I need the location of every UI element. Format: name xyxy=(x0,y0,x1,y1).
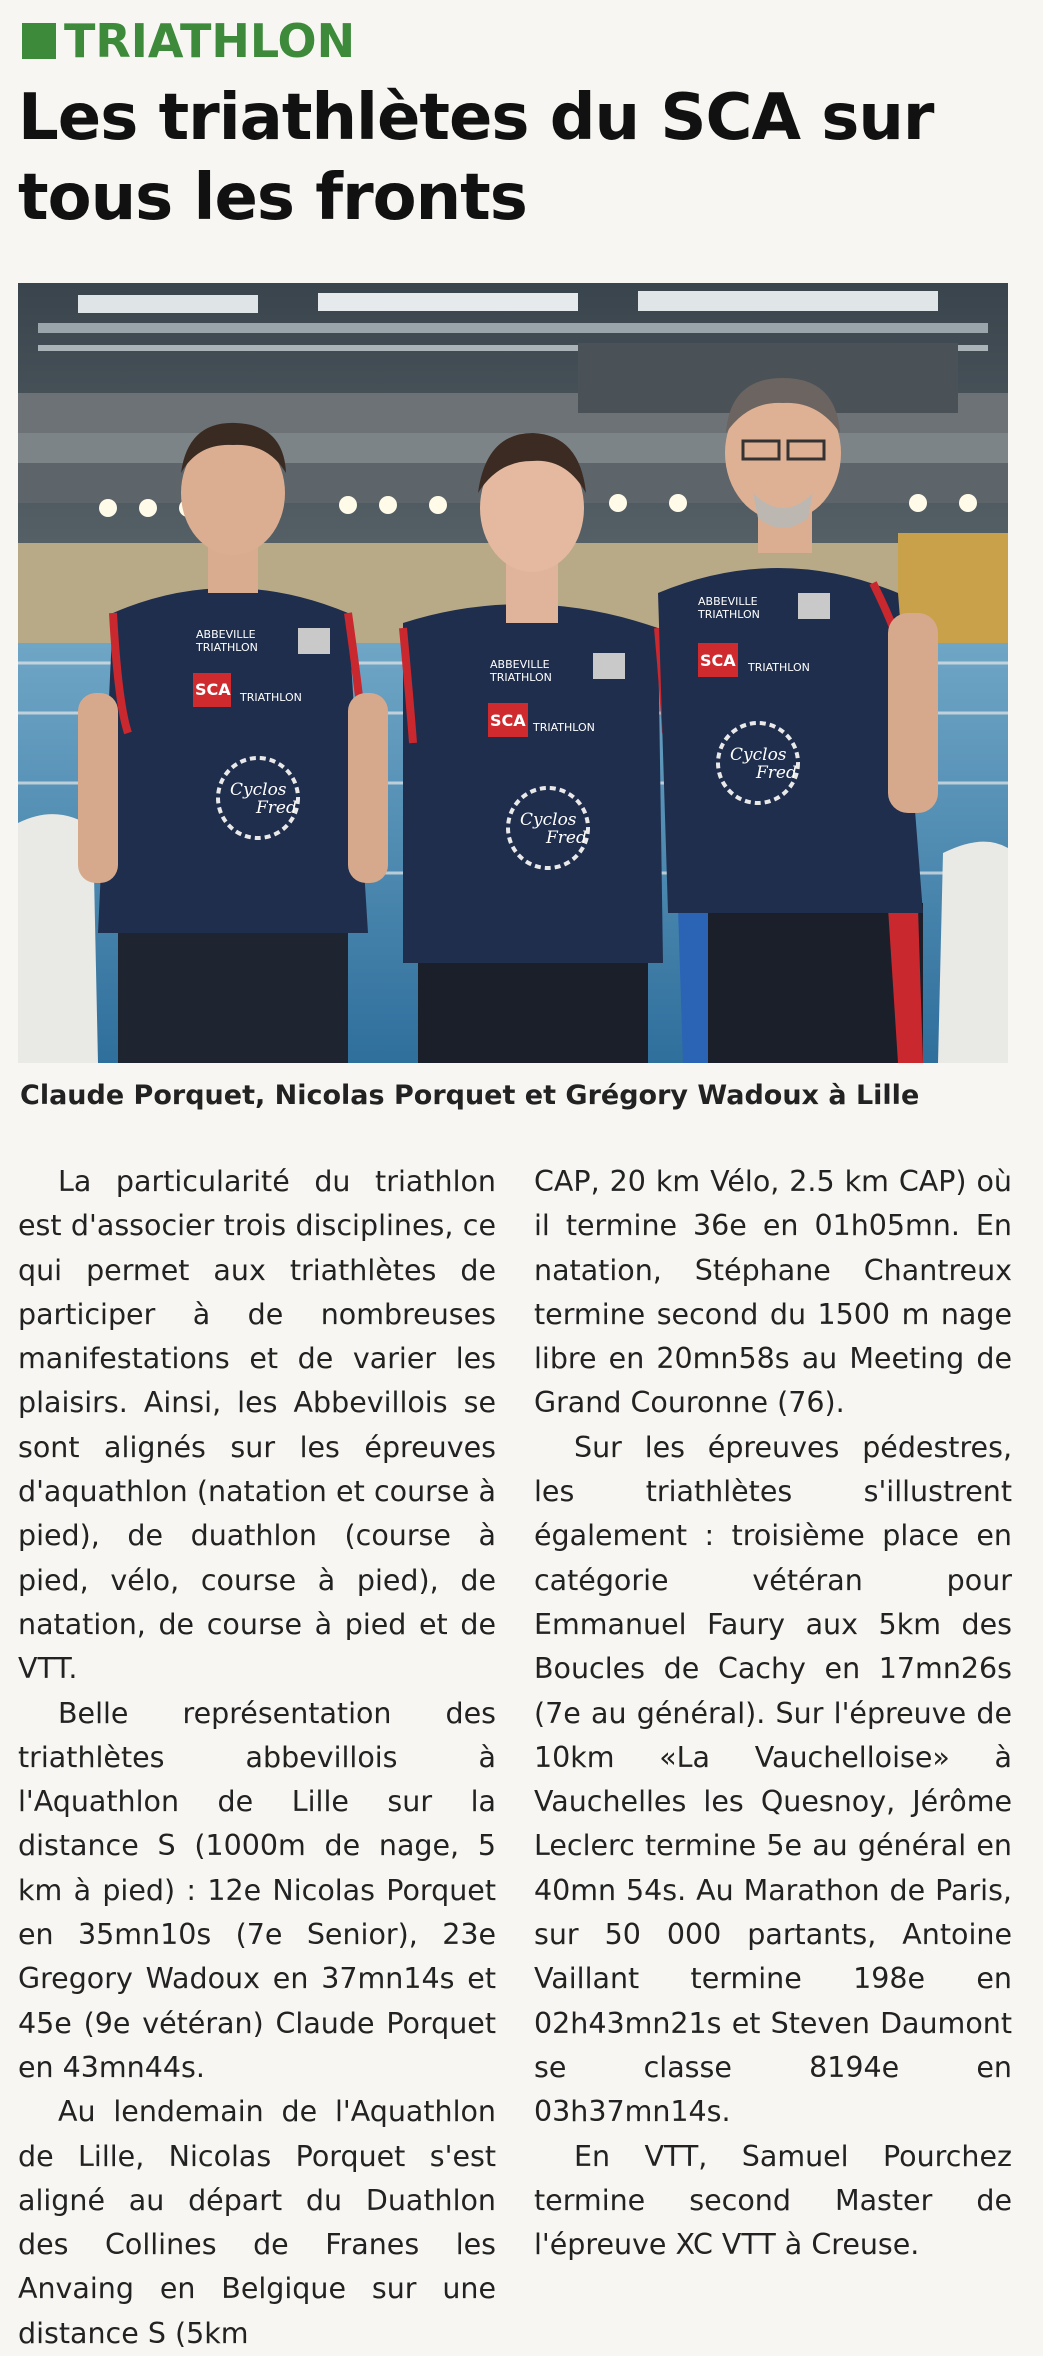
sponsor-center-line2: Fred xyxy=(546,828,587,848)
jersey-tri-center: TRIATHLON xyxy=(533,721,595,734)
jersey-tri-left: TRIATHLON xyxy=(240,691,302,704)
jersey-logo-center: SCA xyxy=(490,711,526,730)
sponsor-left-line1: Cyclos xyxy=(230,780,287,800)
sponsor-right-line1: Cyclos xyxy=(730,745,787,765)
jersey-logo-right: SCA xyxy=(700,651,736,670)
paragraph: La particularité du triathlon est d'associer trois disciplines, ce qui permet aux triathlètes de participer à de nombreuses manifestations et de varier les plaisirs. Ainsi, les Abbevillois se sont alignés sur les épreuves d'aquathlon (natation et course à pied), de duathlon (course à pied, vélo, course à pied), de natation, de course à pied et de VTT. xyxy=(18,1165,496,1686)
paragraph: Belle représentation des triathlètes abbevillois à l'Aquathlon de Lille sur la distance S (1000m de nage, 5 km à pied) : 12e Nicolas Porquet en 35mn10s (7e Senior), 23e Gregory Wadoux en 37mn14s et 45e (9e vétéran) Claude Porquet en 43mn44s. xyxy=(18,1696,496,2084)
jersey-club-sub-right: TRIATHLON xyxy=(698,608,760,621)
paragraph: CAP, 20 km Vélo, 2.5 km CAP) où il termine 36e en 01h05mn. En natation, Stéphane Chantreux termine second du 1500 m nage libre en 20mn58s au Meeting de Grand Couronne (76). xyxy=(534,1165,1012,1420)
paragraph: Au lendemain de l'Aquathlon de Lille, Nicolas Porquet s'est aligné au départ du Duathlon des Collines de Franes les Anvaing en Belgique sur une distance S (5km xyxy=(18,2095,496,2350)
article-photo xyxy=(18,283,1008,1063)
sponsor-center-line1: Cyclos xyxy=(520,810,577,830)
rubric-square-icon xyxy=(22,23,56,59)
jersey-club-center: ABBEVILLE xyxy=(490,658,550,671)
sponsor-right-line2: Fred xyxy=(756,763,797,783)
jersey-logo-left: SCA xyxy=(195,680,231,699)
jersey-club-left: ABBEVILLE xyxy=(196,628,256,641)
article-column-left xyxy=(18,1160,496,2356)
sponsor-left-line2: Fred xyxy=(256,798,297,818)
jersey-club-right: ABBEVILLE xyxy=(698,595,758,608)
rubric-label: TRIATHLON xyxy=(64,14,356,68)
paragraph: En VTT, Samuel Pourchez termine second Master de l'épreuve XC VTT à Creuse. xyxy=(534,2139,1012,2262)
article-headline: Les triathlètes du SCA sur tous les fronts xyxy=(18,81,934,235)
article-column-right xyxy=(534,1160,1012,2267)
jersey-club-sub-left: TRIATHLON xyxy=(196,641,258,654)
photo-caption: Claude Porquet, Nicolas Porquet et Grégory Wadoux à Lille xyxy=(20,1080,920,1111)
section-rubric xyxy=(22,16,355,66)
paragraph: Sur les épreuves pédestres, les triathlètes s'illustrent également : troisième place en catégorie vétéran pour Emmanuel Faury aux 5km des Boucles de Cachy en 17mn26s (7e au général). Sur l'épreuve de 10km «La Vauchelloise» à Vauchelles les Quesnoy, Jérôme Leclerc termine 5e au général en 40mn 54s. Au Marathon de Paris, sur 50 000 partants, Antoine Vaillant termine 198e en 02h43mn21s et Steven Daumont se classe 8194e en 03h37mn14s. xyxy=(534,1430,1012,2129)
jersey-tri-right: TRIATHLON xyxy=(748,661,810,674)
jersey-club-sub-center: TRIATHLON xyxy=(490,671,552,684)
